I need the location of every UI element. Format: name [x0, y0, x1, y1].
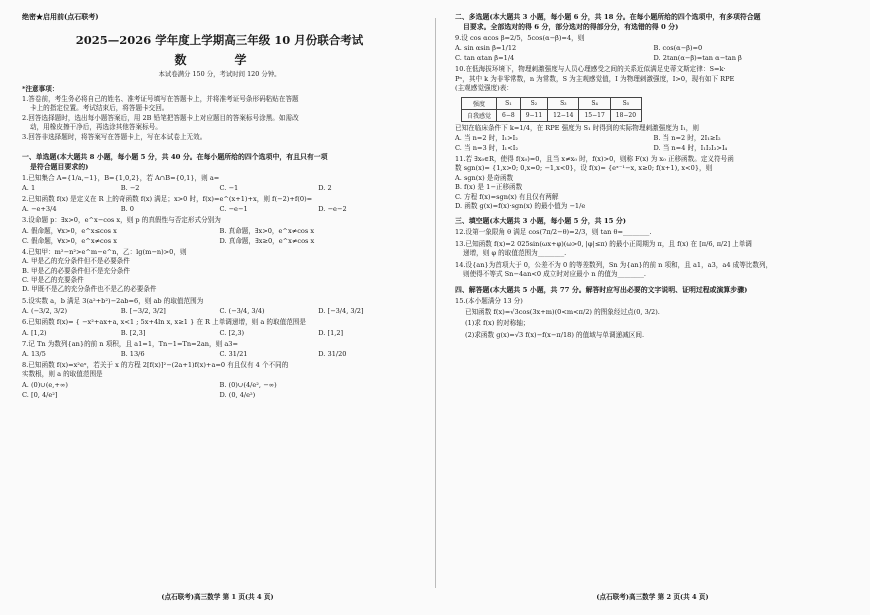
option: A. (0)∪(e,+∞)	[22, 380, 68, 389]
question-13: 13.已知函数 f(x)=2 025sin(ωx+φ)(ω>0, |φ|≤π) 的最小正周期为 π，且 f(x) 在 [π/6, π/2] 上单调	[455, 239, 752, 248]
page-footer: (点石联考)高三数学 第 1 页(共 4 页)	[161, 593, 274, 601]
page-footer: (点石联考)高三数学 第 2 页(共 4 页)	[596, 593, 709, 601]
options	[22, 349, 417, 359]
question-3: 3.设命题 p：∃x>0，e^x−cos x，则 p 的真假性与否定形式分别为	[22, 216, 221, 225]
options	[22, 328, 417, 338]
confidential-label: 绝密★启用前(点石联考)	[22, 12, 99, 21]
question-2: 2.已知函数 f(x) 是定义在 R 上的奇函数 f(x) 满足；x>0 时，f(x)=e^(x+1)+x，则 f(−2)+f(0)=	[22, 194, 313, 203]
notes-line: 动，用橡皮擦干净后，再选涂其他答案标号。	[30, 123, 162, 132]
question-12: 12.设第一象限角 θ 满足 cos(7π/2−θ)=2/3，则 tan θ=________.	[455, 228, 652, 237]
option: D. [−3/4, 3/2]	[318, 307, 364, 316]
options	[22, 204, 417, 214]
exam-title: 2025—2026 学年度上学期高三年级 10 月份联合考试	[75, 33, 364, 47]
question-9: 9.设 cos αcos β=2/5，5cos(α−β)=4，则	[455, 34, 585, 42]
option: B. f(x) 是 1−正移函数	[455, 183, 523, 192]
option: D. 2	[318, 183, 332, 192]
option: A. 1	[22, 183, 36, 192]
option: A. 甲是乙的充分条件但不是必要条件	[22, 257, 130, 266]
question-7: 7.记 Tn 为数列{an}的前 n 项积，且 a1=1，Tn−1=Tn=2an，则 a3=	[22, 339, 238, 348]
options	[22, 306, 417, 316]
option: B. 13/6	[120, 350, 145, 359]
section-heading: 四、解答题(本大题共 5 小题，共 77 分。解答时应写出必要的文字说明、证明过程或演算步骤)	[455, 285, 748, 294]
option: A. sin αsin β=1/12	[455, 44, 517, 53]
option: D. −e−2	[318, 205, 347, 214]
question-14: 14.设{an}为首项大于 0，公差不为 0 的等差数列，Sn 为{an}的前 n 项和，且 a1，a3，a4 成等比数列，	[455, 260, 773, 269]
question-6: 6.已知函数 f(x)= { −x²+ax+a, x<1 ; 5x+4ln x, x≥1 } 在 R 上单调递增，则 a 的取值范围是	[22, 318, 306, 327]
option: C. 31/21	[219, 350, 248, 359]
option: A. 假命题，∀x>0，e^x≤cos x	[22, 226, 117, 235]
table-cell: 6−8	[497, 109, 521, 121]
option: D. 31/20	[318, 350, 347, 359]
question-4: 4.已知甲：m²−n²>e^m−e^n，乙：lg(m−n)>0，则	[22, 247, 187, 256]
exam-subject: 数 学	[174, 53, 265, 67]
rpe-table	[461, 97, 642, 122]
option: C. 甲是乙的充要条件	[22, 276, 84, 284]
option: C. tan αtan β=1/4	[455, 54, 515, 63]
options	[455, 133, 852, 153]
question-15-part-1: (1)求 f(x) 的对称轴；	[465, 319, 530, 328]
section-heading: 三、填空题(本大题共 3 小题，每小题 5 分，共 15 分)	[455, 217, 627, 226]
question-10-cont: 已知在临床条件下 k=1/4，在 RPE 强度为 S₁ 时得到的实际物理刺激强度为 I₁，则	[455, 123, 699, 132]
table-cell: 18−20	[610, 109, 641, 121]
option: A. [1,2)	[22, 328, 47, 337]
option: C. −e−1	[219, 205, 248, 214]
question-13-cont: 递增，则 φ 的取值范围为________.	[463, 249, 567, 258]
option: D. 甲既不是乙的充分条件也不是乙的必要条件	[22, 285, 157, 294]
options	[22, 226, 417, 246]
exam-meta: 本试卷满分 150 分，考试时间 120 分钟。	[158, 70, 281, 78]
option: D. 函数 g(x)=f(x)·sgn(x) 的最小值为 −1/e	[455, 202, 586, 211]
option: C. −1	[219, 183, 239, 192]
notes-line: 卡上的指定位置。考试结束后，将答题卡交回。	[30, 104, 169, 113]
option: B. [−3/2, 3/2]	[120, 307, 166, 316]
question-10-cont: (主观感觉强度)表：	[455, 84, 513, 93]
section-heading: 是符合题目要求的)	[30, 162, 89, 171]
option: C. (−3/4, 3/4)	[219, 307, 265, 316]
table-header: S₄	[579, 97, 610, 109]
notes-line: 2.回答选择题时，选出每小题答案后，用 2B 铅笔把答题卡上对应题目的答案标号涂黑。如需改	[22, 113, 299, 122]
notes-line: 1.答卷前，考生务必将自己的姓名、准考证号填写在答题卡上，并将准考证号条形码粘贴在答题	[22, 94, 299, 103]
table-cell: 15−17	[579, 109, 610, 121]
options	[455, 43, 852, 63]
table-header: S₅	[610, 97, 641, 109]
table-header: S₁	[497, 97, 521, 109]
option: C. [0, 4/e²]	[22, 390, 58, 399]
option: A. 13/5	[22, 350, 46, 359]
question-11: 11.若 ∃x₀∈R，使得 f(x₀)=0，且当 x≠x₀ 时，f(x)>0，则称 F(x) 为 x₀ 正移函数。定义符号函	[455, 155, 734, 164]
section-heading: 二、多选题(本大题共 3 小题，每小题 6 分，共 18 分。在每小题所给的四个选项中，有多项符合题	[455, 13, 761, 21]
table-cell: 12−14	[548, 109, 579, 121]
option: A. −e+3/4	[22, 205, 57, 214]
question-5: 5.设实数 a，b 满足 3(a²+b²)−2ab=6，则 ab 的取值范围为	[22, 296, 204, 305]
table-header: S₂	[520, 97, 547, 109]
option: C. 假命题，∀x>0，e^x≠cos x	[22, 236, 117, 245]
question-11-cont: 数 sgn(x)= {1,x>0; 0,x=0; −1,x<0}，设 f(x)= {eˣ⁻¹−x, x≥0; f(x+1), x<0}，则	[455, 164, 713, 173]
option: D. 当 n=4 时，I₁I₂I₃>I₄	[653, 144, 728, 153]
option: D. 2tan(α−β)=tan α−tan β	[653, 54, 742, 63]
options	[22, 183, 417, 193]
option: B. 甲是乙的必要条件但不是充分条件	[22, 266, 130, 275]
question-15-part-2: (2)求函数 g(x)=√3 f(x)−f(x−π/18) 的值域与单调递减区间.	[465, 330, 645, 339]
option: B. 真命题，∃x>0，e^x≠cos x	[219, 226, 315, 235]
option: D. 真命题，∃x≥0，e^x≠cos x	[219, 236, 315, 245]
table-cell: 9−11	[520, 109, 547, 121]
question-8: 8.已知函数 f(x)=x²eˣ，若关于 x 的方程 2[f(x)]²−(2a+1)f(x)+a=0 有且仅有 4 个不同的	[22, 361, 289, 370]
option: D. (0, 4/e²)	[219, 390, 256, 399]
section-heading: 一、单选题(本大题共 8 小题，每小题 5 分，共 40 分。在每小题所给的四个选项中，有且只有一项	[22, 152, 328, 161]
options	[22, 380, 417, 400]
table-header: 强度	[462, 97, 497, 109]
question-14-cont: 则使得不等式 Sn−4an<0 成立时对应最小 n 的值为________.	[463, 270, 646, 279]
question-10-cont: Pⁿ，其中 k 为非零常数，n 为常数，S 为主观感觉值，I 为物理刺激强度，I>0，现有如下 RPE	[455, 74, 735, 83]
option: C. [2,3)	[219, 328, 245, 337]
table-cell: 自我感觉	[462, 109, 497, 121]
option: C. 当 n=3 时，I₁<I₂	[455, 144, 518, 153]
table-header: S₃	[548, 97, 579, 109]
option: D. [1,2]	[318, 328, 344, 337]
option: A. (−3/2, 3/2)	[22, 307, 68, 316]
notes-heading: *注意事项：	[22, 85, 59, 93]
option: B. cos(α−β)=0	[653, 44, 703, 53]
option: A. sgn(x) 是奇函数	[455, 173, 514, 182]
option: B. 0	[120, 205, 134, 214]
option: B. (0)∪(4/e², −∞)	[219, 380, 277, 389]
notes-line: 3.回答非选择题时，将答案写在答题卡上，写在本试卷上无效。	[22, 132, 207, 141]
option: C. 方程 f(x)=sgn(x) 有且仅有两解	[455, 192, 559, 201]
page-2	[435, 0, 870, 615]
option: A. 当 n=2 时，I₁>I₂	[455, 134, 518, 143]
option: B. −2	[120, 183, 140, 192]
question-15-stem: 已知函数 f(x)=√3cos(3x+m)(0<m<π/2) 的图象经过点(0, 3/2).	[465, 307, 660, 316]
option: B. 当 n=2 时，2I₁≥I₂	[653, 134, 721, 143]
section-heading: 目要求。全部选对的得 6 分，部分选对的得部分分，有选错的得 0 分)	[463, 23, 679, 31]
question-1: 1.已知集合 A={1/a,−1}，B={1,0,2}，若 A∩B={0,1}，则 a=	[22, 173, 220, 182]
question-15: 15.(本小题满分 13 分)	[455, 296, 523, 305]
option: B. [2,3]	[120, 328, 146, 337]
question-8-cont: 实数根，则 a 的取值范围是	[22, 370, 103, 379]
question-10: 10.在低海拔环境下，物理刺激强度与人员心理感受之间的关系近似满足史蒂文斯定律：S=k·	[455, 65, 726, 74]
